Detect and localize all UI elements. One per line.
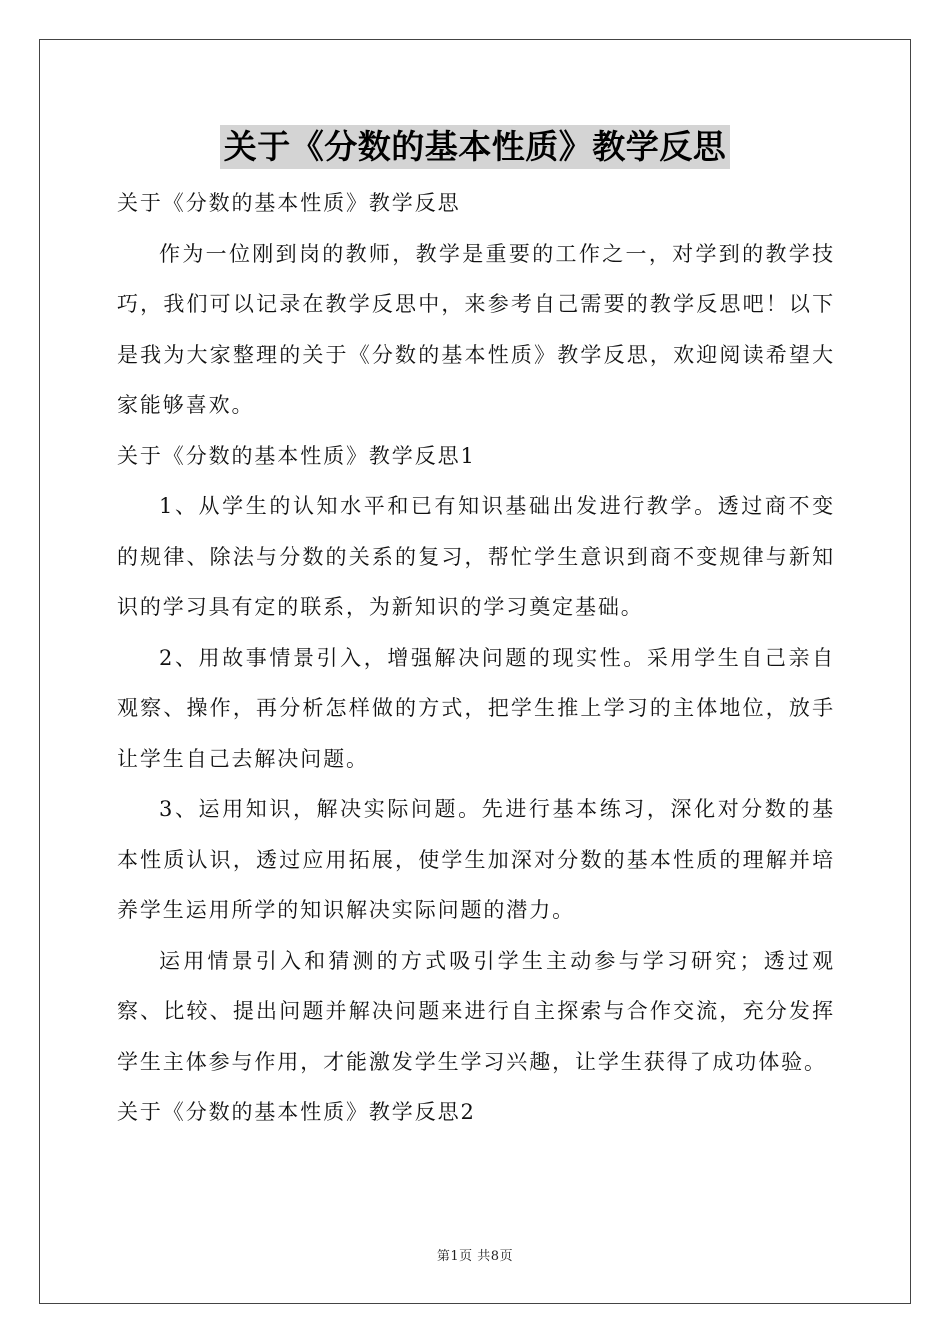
document-title: 关于《分数的基本性质》教学反思 [220, 125, 731, 169]
page-footer: 第1页 共8页 [436, 1249, 514, 1264]
title-wrap [0, 125, 950, 169]
section-heading-1: 关于《分数的基本性质》教学反思1 [117, 443, 476, 468]
section-heading-2: 关于《分数的基本性质》教学反思2 [117, 1100, 476, 1124]
paragraph-4: 运用情景引入和猜测的方式吸引学生主动参与学习研究；透过观察、比较、提出问题并解决问题来进行自主探索与合作交流，充分发挥学生主体参与作用，才能激发学生学习兴趣，让学生获得了成功体验。 [117, 948, 835, 1074]
paragraph-3: 3、运用知识，解决实际问题。先进行基本练习，深化对分数的基本性质认识，透过应用拓展，使学生加深对分数的基本性质的理解并培养学生运用所学的知识解决实际问题的潜力。 [117, 797, 835, 922]
intro-paragraph: 作为一位刚到岗的教师，教学是重要的工作之一，对学到的教学技巧，我们可以记录在教学反思中，来参考自己需要的教学反思吧！以下是我为大家整理的关于《分数的基本性质》教学反思，欢迎阅读希望大家能够喜欢。 [117, 241, 835, 417]
document-body [117, 178, 835, 1138]
paragraph-1: 1、从学生的认知水平和已有知识基础出发进行教学。透过商不变的规律、除法与分数的关系的复习，帮忙学生意识到商不变规律与新知识的学习具有定的联系，为新知识的学习奠定基础。 [117, 494, 835, 619]
subtitle: 关于《分数的基本性质》教学反思 [117, 191, 461, 215]
paragraph-2: 2、用故事情景引入，增强解决问题的现实性。采用学生自己亲自观察、操作，再分析怎样做的方式，把学生推上学习的主体地位，放手让学生自己去解决问题。 [117, 645, 835, 771]
